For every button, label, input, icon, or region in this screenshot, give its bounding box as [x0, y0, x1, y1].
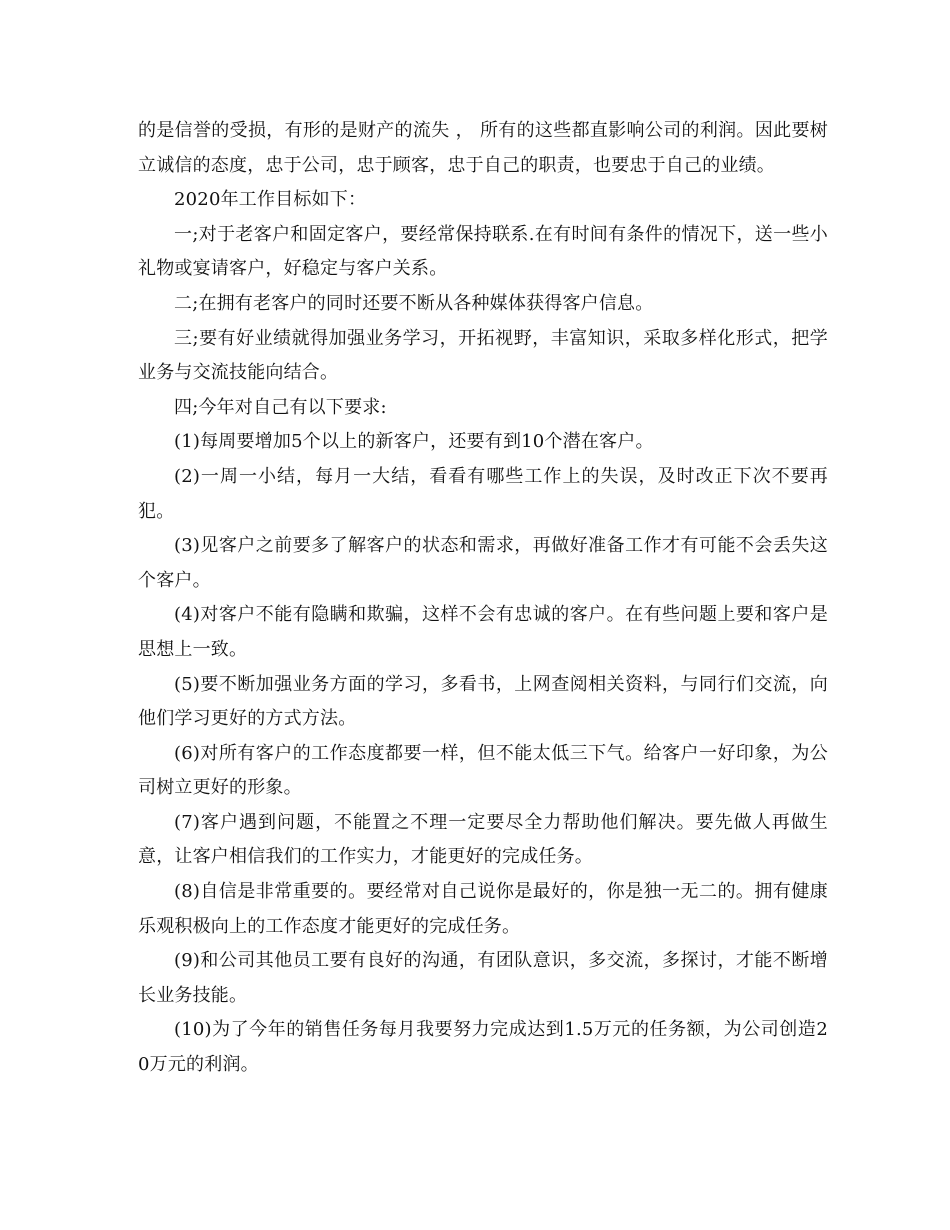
paragraph-requirement-1: (1)每周要增加5个以上的新客户，还要有到10个潜在客户。: [174, 431, 654, 453]
paragraph-goal-3: 三;要有好业绩就得加强业务学习，开拓视野，丰富知识，采取多样化形式，把学业务与交流技能向结合。: [138, 327, 828, 384]
paragraph-requirement-5: (5)要不断加强业务方面的学习，多看书，上网查阅相关资料，与同行们交流，向他们学习更好的方式方法。: [138, 673, 828, 730]
paragraph-goal-1: 一;对于老客户和固定客户，要经常保持联系.在有时间有条件的情况下，送一些小礼物或宴请客户，好稳定与客户关系。: [138, 223, 828, 280]
paragraph-continuation: 的是信誉的受损，有形的是财产的流失 ， 所有的这些都直影响公司的利润。因此要树立诚信的态度，忠于公司，忠于顾客，忠于自己的职责，也要忠于自己的业绩。: [138, 120, 828, 176]
paragraph-requirement-2: (2)一周一小结，每月一大结，看看有哪些工作上的失误，及时改正下次不要再犯。: [138, 465, 828, 522]
document-body: [138, 114, 828, 1083]
paragraph-requirement-7: (7)客户遇到问题，不能置之不理一定要尽全力帮助他们解决。要先做人再做生意，让客户相信我们的工作实力，才能更好的完成任务。: [138, 811, 828, 868]
paragraph-requirement-4: (4)对客户不能有隐瞒和欺骗，这样不会有忠诚的客户。在有些问题上要和客户是思想上一致。: [138, 604, 828, 660]
paragraph-goal-2: 二;在拥有老客户的同时还要不断从各种媒体获得客户信息。: [174, 292, 654, 314]
paragraph-requirement-6: (6)对所有客户的工作态度都要一样，但不能太低三下气。给客户一好印象，为公司树立更好的形象。: [138, 742, 828, 799]
paragraph-requirement-8: (8)自信是非常重要的。要经常对自己说你是最好的，你是独一无二的。拥有健康乐观积极向上的工作态度才能更好的完成任务。: [138, 881, 828, 937]
paragraph-goals-heading: 2020年工作目标如下：: [174, 189, 367, 211]
paragraph-requirement-10: (10)为了今年的销售任务每月我要努力完成达到1.5万元的任务额，为公司创造20万元的利润。: [138, 1019, 828, 1076]
paragraph-requirement-9: (9)和公司其他员工要有良好的沟通，有团队意识，多交流，多探讨，才能不断增长业务技能。: [138, 950, 828, 1006]
paragraph-goal-4: 四;今年对自己有以下要求:: [174, 396, 387, 418]
paragraph-requirement-3: (3)见客户之前要多了解客户的状态和需求，再做好准备工作才有可能不会丢失这个客户。: [138, 535, 828, 591]
